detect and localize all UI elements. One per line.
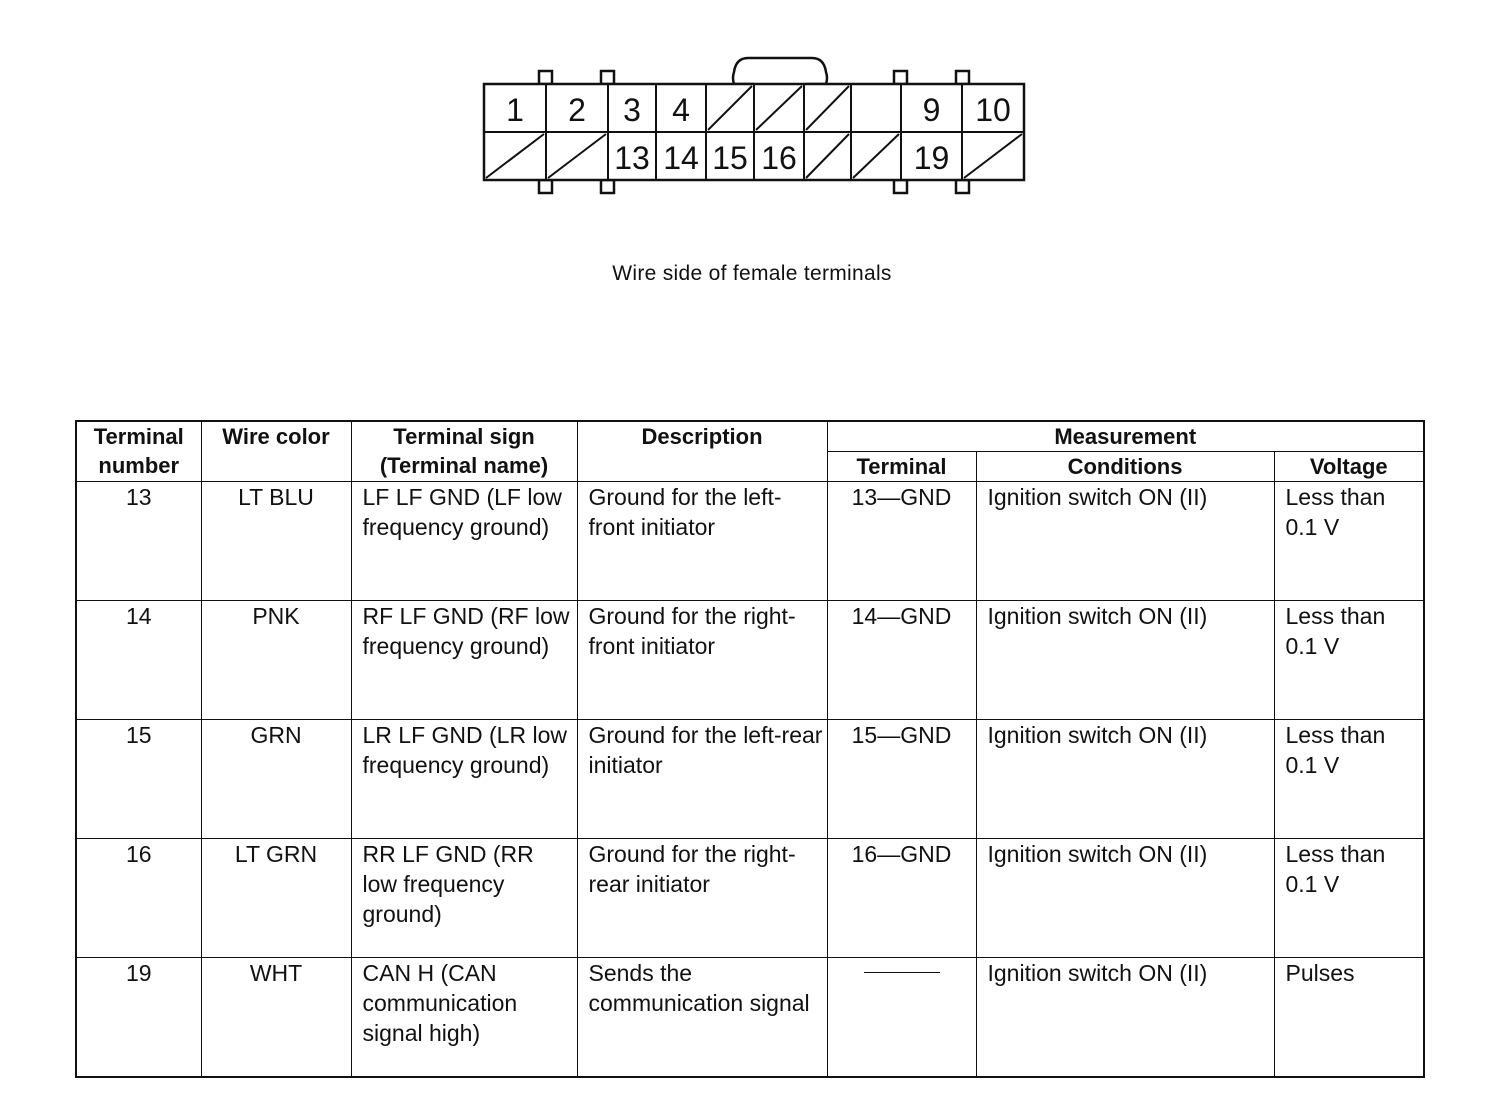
cell-conditions: Ignition switch ON (II) bbox=[976, 720, 1274, 839]
connector-terminal-label: 1 bbox=[506, 92, 524, 128]
cell-description: Sends the communication signal bbox=[577, 958, 827, 1078]
connector-pin-bottom bbox=[956, 180, 969, 193]
cell-voltage: Less than 0.1 V bbox=[1274, 720, 1424, 839]
cell-wire-color: LT BLU bbox=[201, 482, 351, 601]
cell-description: Ground for the left-front initiator bbox=[577, 482, 827, 601]
table-row bbox=[76, 482, 1424, 601]
connector-pin-top bbox=[601, 71, 614, 84]
cell-measurement-terminal: 13—GND bbox=[827, 482, 976, 601]
connector-terminal-label: 9 bbox=[922, 92, 941, 128]
cell-voltage: Pulses bbox=[1274, 958, 1424, 1078]
header-measurement: Measurement bbox=[827, 421, 1424, 452]
cell-terminal-number: 16 bbox=[76, 839, 201, 958]
cell-measurement-terminal-empty bbox=[827, 958, 976, 1078]
connector-pin-bottom bbox=[539, 180, 552, 193]
cell-measurement-terminal: 14—GND bbox=[827, 601, 976, 720]
connector-terminal-label: 10 bbox=[975, 92, 1011, 128]
cell-conditions: Ignition switch ON (II) bbox=[976, 601, 1274, 720]
cell-terminal-number: 14 bbox=[76, 601, 201, 720]
table-row bbox=[76, 958, 1424, 1078]
header-measurement-conditions: Conditions bbox=[976, 452, 1274, 482]
header-terminal-sign: Terminal sign (Terminal name) bbox=[351, 421, 577, 482]
cell-description: Ground for the right-front initiator bbox=[577, 601, 827, 720]
connector-terminal-label: 19 bbox=[913, 140, 950, 176]
table-row bbox=[76, 601, 1424, 720]
cell-terminal-number: 15 bbox=[76, 720, 201, 839]
connector-terminal-label: 14 bbox=[663, 140, 699, 176]
header-wire-color: Wire color bbox=[201, 421, 351, 482]
header-measurement-voltage: Voltage bbox=[1274, 452, 1424, 482]
cell-wire-color: LT GRN bbox=[201, 839, 351, 958]
cell-description: Ground for the left-rear initiator bbox=[577, 720, 827, 839]
cell-terminal-sign: LR LF GND (LR low frequency ground) bbox=[351, 720, 577, 839]
cell-terminal-number: 19 bbox=[76, 958, 201, 1078]
cell-voltage: Less than 0.1 V bbox=[1274, 839, 1424, 958]
connector-pin-bottom bbox=[601, 180, 614, 193]
cell-terminal-sign: RR LF GND (RR low frequency ground) bbox=[351, 839, 577, 958]
terminal-table bbox=[75, 420, 1425, 1078]
connector-terminal-label: 4 bbox=[672, 92, 690, 128]
connector-terminal-label: 13 bbox=[614, 140, 650, 176]
table-row bbox=[76, 839, 1424, 958]
connector-terminal-label: 15 bbox=[712, 140, 748, 176]
cell-wire-color: PNK bbox=[201, 601, 351, 720]
cell-voltage: Less than 0.1 V bbox=[1274, 482, 1424, 601]
connector-caption: Wire side of female terminals bbox=[612, 262, 892, 285]
cell-conditions: Ignition switch ON (II) bbox=[976, 839, 1274, 958]
cell-conditions: Ignition switch ON (II) bbox=[976, 482, 1274, 601]
cell-terminal-sign: LF LF GND (LF low frequency ground) bbox=[351, 482, 577, 601]
connector-terminal-label: 16 bbox=[761, 140, 797, 176]
dash-mark bbox=[864, 972, 940, 973]
cell-conditions: Ignition switch ON (II) bbox=[976, 958, 1274, 1078]
header-description: Description bbox=[577, 421, 827, 482]
cell-terminal-sign: RF LF GND (RF low frequency ground) bbox=[351, 601, 577, 720]
connector-lock-tab bbox=[733, 58, 827, 84]
cell-wire-color: WHT bbox=[201, 958, 351, 1078]
connector-pin-top bbox=[539, 71, 552, 84]
cell-measurement-terminal: 15—GND bbox=[827, 720, 976, 839]
connector-pin-top bbox=[894, 71, 907, 84]
connector-diagram bbox=[470, 50, 1040, 210]
cell-description: Ground for the right-rear initiator bbox=[577, 839, 827, 958]
cell-voltage: Less than 0.1 V bbox=[1274, 601, 1424, 720]
cell-terminal-number: 13 bbox=[76, 482, 201, 601]
connector-terminal-label: 3 bbox=[623, 92, 641, 128]
table-row bbox=[76, 720, 1424, 839]
header-terminal-number: Terminal number bbox=[76, 421, 201, 482]
cell-measurement-terminal: 16—GND bbox=[827, 839, 976, 958]
cell-wire-color: GRN bbox=[201, 720, 351, 839]
connector-terminal-label: 2 bbox=[568, 92, 586, 128]
connector-pin-top bbox=[956, 71, 969, 84]
connector-pin-bottom bbox=[894, 180, 907, 193]
cell-terminal-sign: CAN H (CAN communication signal high) bbox=[351, 958, 577, 1078]
header-measurement-terminal: Terminal bbox=[827, 452, 976, 482]
